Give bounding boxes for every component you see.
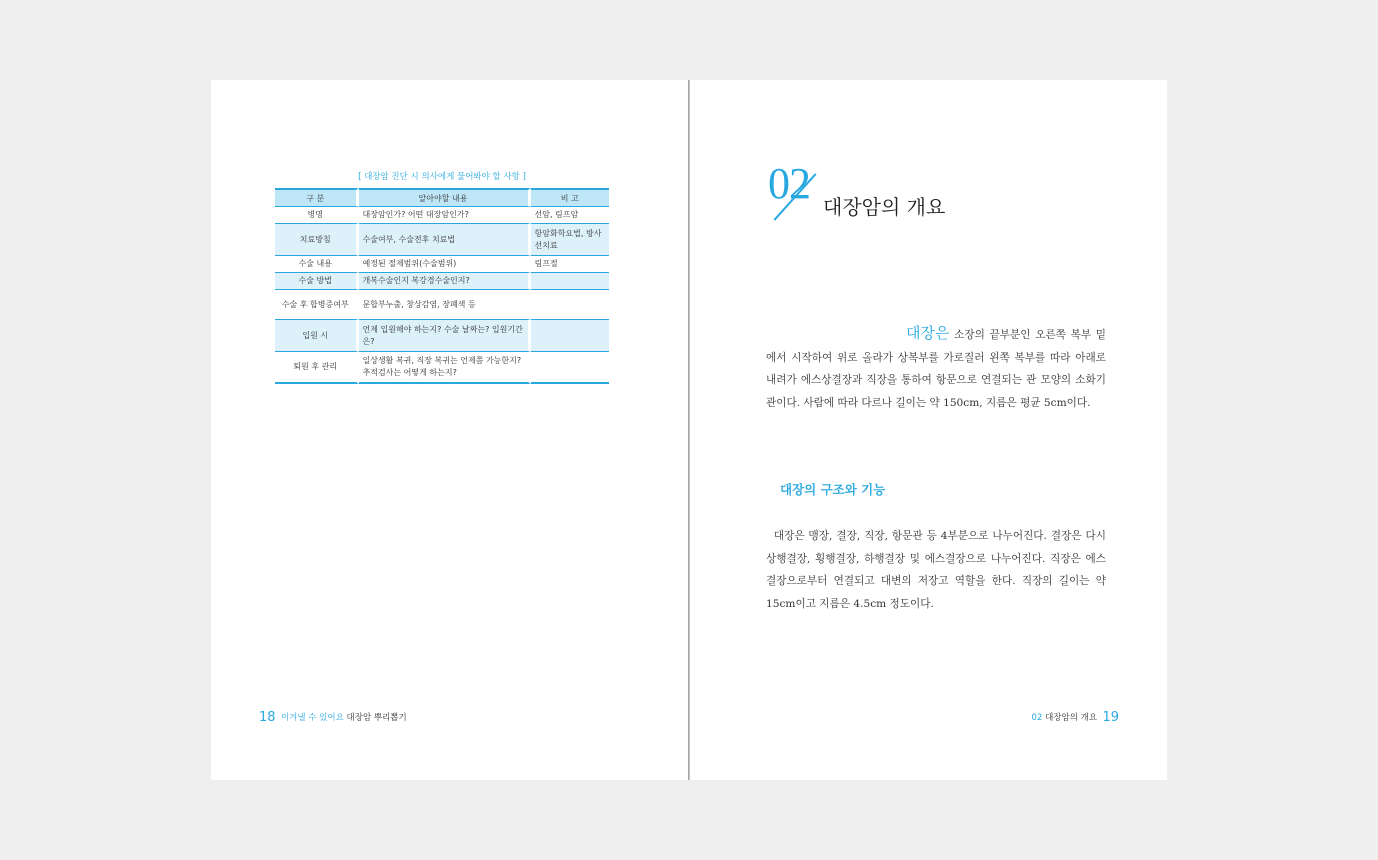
right-folio: [1032, 710, 1119, 725]
row-content: 대장암인가? 어떤 대장암인가?: [359, 207, 531, 224]
book-title: 대장암 뿌리뽑기: [346, 713, 407, 723]
series-label: 이겨낼 수 있어요: [280, 713, 344, 723]
row-category: 수술 방법: [275, 273, 359, 290]
row-note: 림프절: [531, 256, 609, 273]
row-category: 치료방침: [275, 224, 359, 256]
chapter-title: 대장암의 개요: [823, 195, 946, 219]
left-folio: [259, 710, 407, 725]
row-note: [531, 352, 609, 384]
row-note: 항암화학요법, 방사선치료: [531, 224, 609, 256]
table-caption: [ 대장암 진단 시 의사에게 물어봐야 할 사항 ]: [358, 172, 526, 182]
row-note: [531, 290, 609, 320]
intro-text: 소장의 끝부분인 오른쪽 복부 밑에서 시작하여 위로 올라가 상복부를 가로질러 왼쪽 복부를 따라 아래로 내려가 에스상결장과 직장을 통하여 항문으로 연결되는 관 모양의 소화기관이다. 사람에 따라 다르나 길이는 약 150cm, 지름은 평균 5cm이다.: [766, 329, 1106, 409]
table-header-row: [275, 188, 609, 207]
consultation-table: [275, 188, 609, 384]
header-category: 구 분: [275, 188, 359, 207]
row-category: 수술 후 합병증여부: [275, 290, 359, 320]
left-page: [211, 80, 688, 780]
table-row: [275, 207, 609, 224]
row-category: 퇴원 후 관리: [275, 352, 359, 384]
row-content: 예정된 절제범위(수술범위): [359, 256, 531, 273]
row-note: 선암, 림프암: [531, 207, 609, 224]
page-number: 19: [1102, 710, 1119, 725]
intro-paragraph: [766, 322, 1106, 414]
row-content: 문합부누출, 창상감염, 장폐색 등: [359, 290, 531, 320]
row-content: 언제 입원해야 하는지? 수술 날짜는? 입원기간은?: [359, 320, 531, 352]
header-note: 비 고: [531, 188, 609, 207]
row-content: 수술여부, 수술전후 치료법: [359, 224, 531, 256]
row-category: 수술 내용: [275, 256, 359, 273]
page-number: 18: [259, 710, 276, 725]
table-row: [275, 290, 609, 320]
right-page: [690, 80, 1167, 780]
row-note: [531, 273, 609, 290]
table-row: [275, 320, 609, 352]
row-content: 일상생활 복귀, 직장 복귀는 언제쯤 가능한지? 추적검사는 어떻게 하는지?: [359, 352, 531, 384]
intro-lead: 대장은: [906, 324, 950, 342]
chapter-name: 대장암의 개요: [1045, 713, 1098, 723]
table-row: [275, 256, 609, 273]
table-row: [275, 352, 609, 384]
row-category: 입원 시: [275, 320, 359, 352]
row-content: 개복수술인지 복강경수술인지?: [359, 273, 531, 290]
chapter-number: 02: [768, 159, 810, 208]
table-row: [275, 273, 609, 290]
section-text: 대장은 맹장, 결장, 직장, 항문관 등 4부분으로 나누어진다. 결장은 다시 상행결장, 횡행결장, 하행결장 및 에스결장으로 나누어진다. 직장은 에스결장으로부터 연결되고 대변의 저장고 역할을 한다. 직장의 길이는 약 15cm이고 지름은 4.5cm 정도이다.: [766, 530, 1106, 610]
row-category: 병명: [275, 207, 359, 224]
chapter-label: 02: [1031, 713, 1043, 723]
table-row: [275, 224, 609, 256]
row-note: [531, 320, 609, 352]
section-paragraph: [766, 525, 1106, 615]
header-content: 알아야할 내용: [359, 188, 531, 207]
section-heading: 대장의 구조와 기능: [780, 482, 886, 497]
